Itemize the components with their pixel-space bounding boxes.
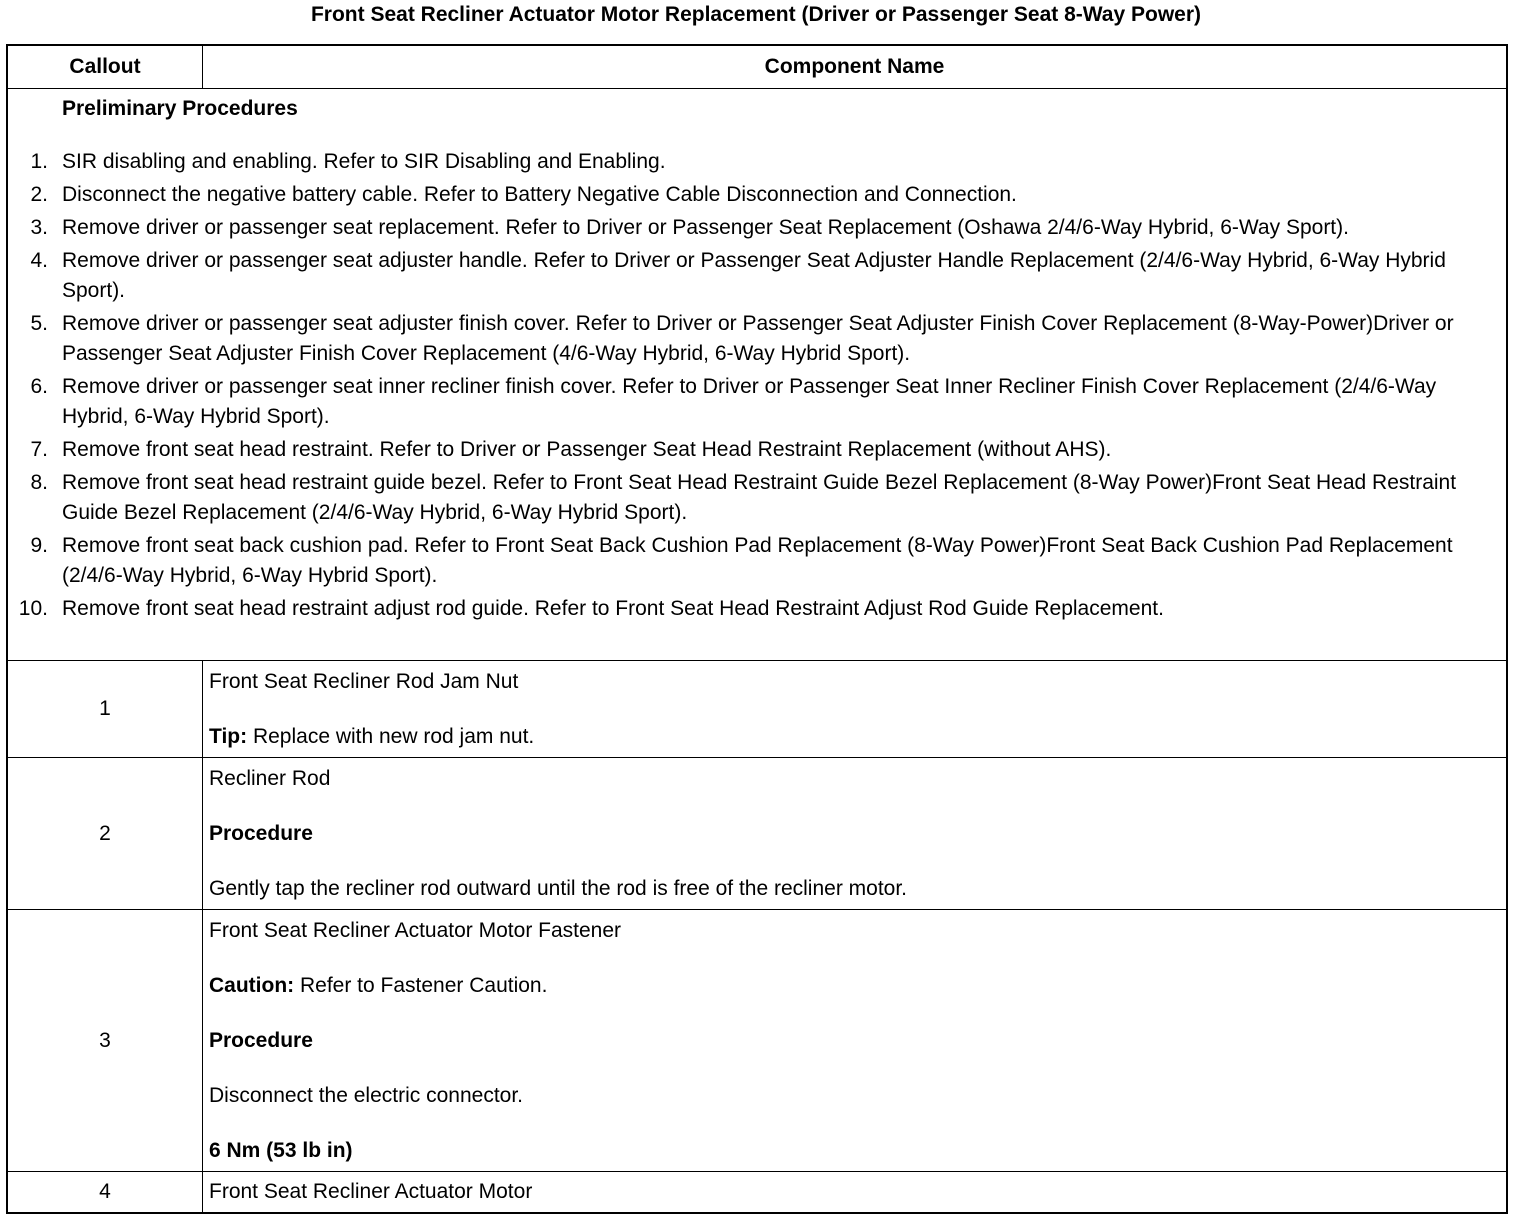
procedure-label: Procedure	[209, 822, 313, 845]
step-text: Remove front seat back cushion pad. Refer to Front Seat Back Cushion Pad Replacement (8-Way Power)Front Seat Back Cushion Pad Replacement (2/4/6-Way Hybrid, 6-Way Hybrid Sport).	[62, 534, 1453, 587]
preliminary-step	[8, 531, 1506, 591]
component-cell	[203, 910, 1506, 1171]
component-cell	[203, 758, 1506, 909]
preliminary-procedures-title: Preliminary Procedures	[62, 97, 298, 120]
callout-number: 1	[8, 661, 203, 757]
table-row	[8, 758, 1506, 910]
component-table	[6, 44, 1508, 1214]
step-text: Remove front seat head restraint adjust rod guide. Refer to Front Seat Head Restraint Adjust Rod Guide Replacement.	[62, 597, 1164, 620]
step-number: 3.	[30, 216, 48, 239]
component-cell	[203, 661, 1506, 757]
step-number: 10.	[18, 597, 48, 620]
component-name: Front Seat Recliner Actuator Motor	[209, 1180, 533, 1203]
callout-number: 3	[8, 910, 203, 1171]
step-number: 4.	[30, 249, 48, 272]
tip-text: Replace with new rod jam nut.	[247, 725, 535, 748]
procedure-text: Gently tap the recliner rod outward until the rod is free of the recliner motor.	[209, 877, 908, 900]
tip-note	[209, 723, 1500, 751]
step-number: 7.	[30, 438, 48, 461]
tip-label: Tip:	[209, 725, 248, 748]
table-row	[8, 1172, 1506, 1212]
step-text: Remove driver or passenger seat replacement. Refer to Driver or Passenger Seat Replacement (Oshawa 2/4/6-Way Hybrid, 6-Way Sport).	[62, 216, 1349, 239]
preliminary-step	[8, 147, 1506, 177]
component-cell	[203, 1172, 1506, 1212]
preliminary-step	[8, 594, 1506, 624]
step-text: Remove front seat head restraint guide bezel. Refer to Front Seat Head Restraint Guide Bezel Replacement (8-Way Power)Front Seat Head Restraint Guide Bezel Replacement (2/4/6-Way Hybrid, 6-Way Hybrid Sport).	[62, 471, 1457, 524]
page-title: Front Seat Recliner Actuator Motor Replacement (Driver or Passenger Seat 8-Way Power)	[310, 3, 1202, 26]
step-text: Remove front seat head restraint. Refer to Driver or Passenger Seat Head Restraint Replacement (without AHS).	[62, 438, 1112, 461]
step-number: 5.	[30, 312, 48, 335]
caution-label: Caution:	[209, 974, 295, 997]
procedure-label: Procedure	[209, 1029, 313, 1052]
component-name: Front Seat Recliner Rod Jam Nut	[209, 670, 519, 693]
step-number: 8.	[30, 471, 48, 494]
step-text: Remove driver or passenger seat inner recliner finish cover. Refer to Driver or Passenger Seat Inner Recliner Finish Cover Replacement (2/4/6-Way Hybrid, 6-Way Hybrid Sport).	[62, 375, 1437, 428]
table-row	[8, 910, 1506, 1172]
preliminary-step	[8, 309, 1506, 369]
step-number: 6.	[30, 375, 48, 398]
torque-spec: 6 Nm (53 lb in)	[209, 1139, 353, 1162]
step-text: Remove driver or passenger seat adjuster handle. Refer to Driver or Passenger Seat Adjuster Handle Replacement (2/4/6-Way Hybrid, 6-Way Hybrid Sport).	[62, 249, 1446, 302]
preliminary-step	[8, 213, 1506, 243]
caution-note	[209, 972, 1500, 1000]
component-name: Recliner Rod	[209, 767, 331, 790]
preliminary-steps-list	[8, 147, 1506, 627]
table-header-row	[8, 46, 1506, 89]
preliminary-step	[8, 246, 1506, 306]
step-number: 2.	[30, 183, 48, 206]
preliminary-procedures-row	[8, 89, 1506, 661]
preliminary-step	[8, 180, 1506, 210]
procedure-text: Disconnect the electric connector.	[209, 1084, 523, 1107]
preliminary-step	[8, 468, 1506, 528]
step-text: SIR disabling and enabling. Refer to SIR Disabling and Enabling.	[62, 150, 666, 173]
step-text: Remove driver or passenger seat adjuster finish cover. Refer to Driver or Passenger Seat Adjuster Finish Cover Replacement (8-Way-Power)Driver or Passenger Seat Adjuster Finish Cover Replacement (4/6-Way Hybrid, 6-Way Hybrid Sport).	[62, 312, 1454, 365]
step-text: Disconnect the negative battery cable. Refer to Battery Negative Cable Disconnection and Connection.	[62, 183, 1017, 206]
preliminary-step	[8, 372, 1506, 432]
caution-text: Refer to Fastener Caution.	[294, 974, 548, 997]
step-number: 9.	[30, 534, 48, 557]
callout-column-header: Callout	[8, 46, 203, 88]
step-number: 1.	[30, 150, 48, 173]
preliminary-step	[8, 435, 1506, 465]
component-name-column-header: Component Name	[764, 55, 945, 78]
callout-number: 2	[8, 758, 203, 909]
component-name: Front Seat Recliner Actuator Motor Fastener	[209, 919, 622, 942]
callout-number: 4	[8, 1172, 203, 1212]
table-row	[8, 661, 1506, 758]
